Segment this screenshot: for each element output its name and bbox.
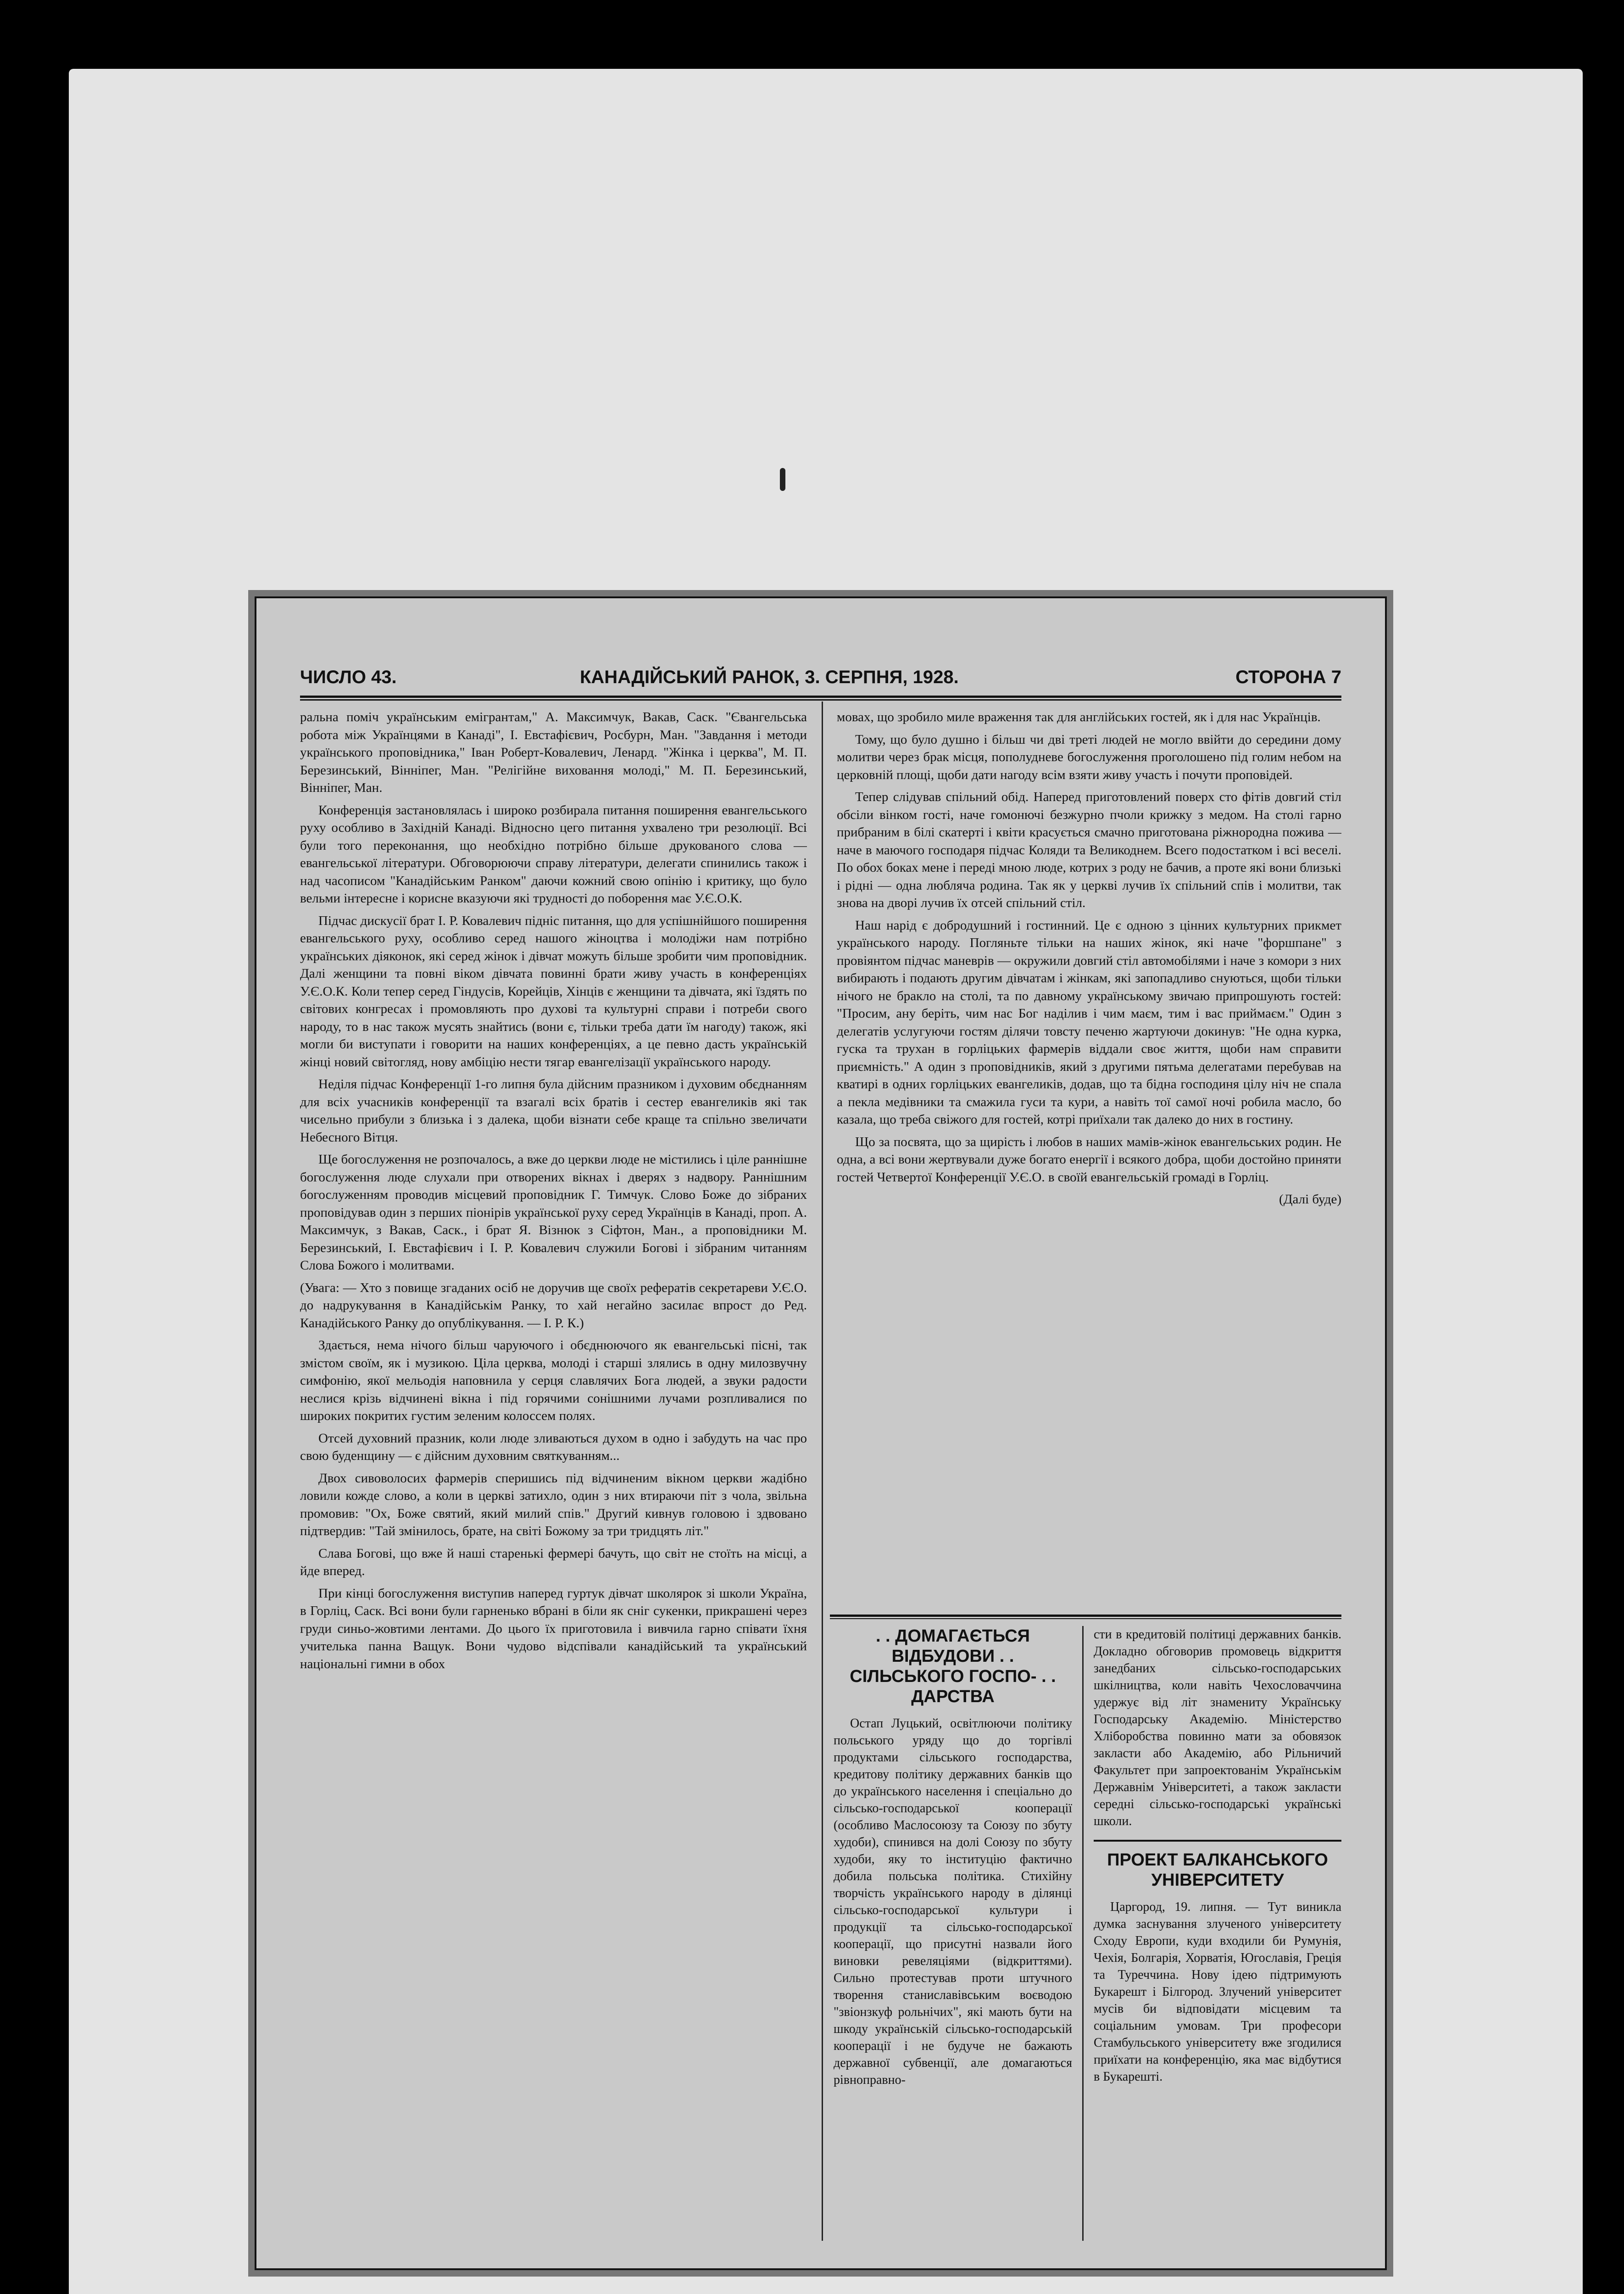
paragraph: Двох сивоволосих фармерів сперишись під відчиненим вікном церкви жадібно ловили кожде слово, а коли в церкві затихло, один з них втираючи піт з чола, звільна промовив: "Ох, Боже святий, який милий спів." Другий кивнув головою і здвовано підтвердив: "Тай змінилось, брате, на світі Божому за три тридцять літ." — [300, 1470, 807, 1538]
paragraph: Наш нарід є добродушний і гостинний. Це є одною з цінних культурних прикмет українського народу. Погляньте тільки на наших жінок, які наче "форшпане" з провіянтом підчас маневрів — окружили довгий стіл автомобілями і наче з комори з них вибирають і подають другим дівчатам і жінкам, які запопадливо снуються, щоби тільки нічого не бракло на столі, та по давному українському звичаю припрошують гостей: "Просим, ану беріть, чим нас Бог наділив і чим маєм, тим і вас приймаєм." Один з делегатів услугуючи гостям ділячи товсту печеню жартуючи докинув: "Не одна курка, гуска та трухан в горліцьких фармерів віддали своє життя, щоби нам справити приємність." А один з проповідників, який з другими пятьма делегатами перебував на кватирі в одних горліцьких евангеликів, додав, що та бідна господиня цілу ніч не спала а пекла медівники та смажила гуси та кури, а навіть тої самої ночі робила масло, бо казала, що треба свіжого для гостей, котрі приїхали так далеко до них в гостину. — [837, 918, 1341, 1127]
paragraph: Остап Луцький, освітлюючи політику польського уряду що до торгівлі продуктами сільського господарства, кредитову політику державних банків що до українського населення і спеціально до сільсько-господарської кооперації (особливо Маслосоюзу та Союзу по збуту худоби), спинився на долі Союзу по збуту худоби, яку то інституцію фактично добила польська політика. Стихійну творчість українського народу в ділянці сільсько-господарської культури і продукції та сільсько-господарської кооперації, що присутні назвали його виновки ревеляціями (відкриттями). Сильно протестував проти штучного творення станиславівським воєводою "звіонзкуф рольнічих", які мають бути на шкоду українській сільсько-господарській кооперації і не будуче не бажають державної субвенції, але домагаються рівноправно- — [834, 1716, 1072, 2087]
right-column — [837, 708, 1341, 1608]
section-rule — [830, 1615, 1341, 1617]
continued-note: (Далі буде) — [1279, 1192, 1341, 1207]
column-divider — [1082, 1626, 1084, 2241]
article-body — [1094, 1899, 1341, 2085]
article-title: . . ДОМАГАЄТЬСЯ ВІДБУДОВИ . . СІЛЬСЬКОГО ГОСПО- . . ДАРСТВА — [850, 1626, 1056, 1706]
article-agriculture — [834, 1626, 1072, 2241]
left-column — [300, 708, 807, 2245]
page-number: СТОРОНА 7 — [1235, 667, 1341, 687]
paper-title-date: КАНАДІЙСЬКИЙ РАНОК, 3. СЕРПНЯ, 1928. — [580, 667, 959, 687]
article-body — [834, 1715, 1072, 2088]
paragraph: Підчас дискусії брат І. Р. Ковалевич підніс питання, що для успішнійшого поширення евангельського руху, особливо серед нашого жіноцтва і молодіжи нам потрібно українських діяконок, які серед жінок і дівчат можуть більше зробити чим проповідник. Далі женщини та повні віком дівчата повинні брати живу участь в конференціях У.Є.О.К. Коли тепер серед Гіндусів, Корейців, Хінців є женщини та дівчата, які їздять по світових конгресах і промовляють про духові та культурні справи і потреби свого народу, то в нас також мусять знайтись (вони є, тільки треба дати їм нагоду) також, які могли би виступати і говорити на наших конференціях, а це певно дасть українській жінці новий світогляд, нову амбіцію нести тягар евангелізації українського народу. — [300, 913, 807, 1069]
paragraph: Ще богослуження не розпочалось, а вже до церкви люде не містились і ціле раннішне богослуження люде слухали при отворених вікнах і дверях з надвору. Раннішним богослуженням проводив місцевий проповідник Г. Тимчук. Слово Боже до зібраних проповідував один з перших піонірів української руху серед Українців в Канаді, проп. А. Максимчук, з Вакав, Саск., і брат Я. Візнюк з Сіфтон, Ман., а проповідники М. Березинський, І. Евстафієвич і І. Р. Ковалевич служили Богові і зібраним читанням Слова Божого і молитвами. — [300, 1152, 807, 1273]
issue-number: ЧИСЛО 43. — [300, 667, 397, 687]
paragraph: Тепер слідував спільний обід. Наперед приготовлений поверх сто фітів довгий стіл обсіли вінком гості, наче гомонючі безжурно пчоли крижку з медом. На столі гарно прибраним в білі скатерті і квіти красується смачно приготована ріжнородна пожива — наче в маючого господаря підчас Коляди та Великоднем. Всего подостатком і всі веселі. По обох боках мене і переді мною люде, котрих з роду не бачив, а проте які вони близькі і рідні — одна люблячa родина. Так як у церкві лучив їх спільний спів і молитви, так знова на дворі лучив їх отсей спільний стіл. — [837, 790, 1341, 910]
paragraph: сти в кредитовій політиці державних банків. Докладно обговорив промовець відкриття занедбаних сільсько-господарських шкілництва, коли навіть Чехословаччина удержує від літ знамениту Українську Господарську Академію. Міністерство Хліборобства повинно мати за обовязок закласти або Академію, або Рільничий Факультет при запроектованім Українськім Державнім Університеті, а також закласти середні сільсько-господарські українські школи. — [1094, 1627, 1341, 1828]
paragraph: Слава Богові, що вже й наші старенькі фермері бачуть, що світ не стоїть на місці, а йде вперед. — [300, 1546, 807, 1578]
article-continuation — [1094, 1626, 1341, 1830]
newspaper-page — [255, 596, 1387, 2270]
film-speck — [780, 468, 785, 491]
paragraph: Що за посвята, що за щирість і любов в наших мамів-жінок евангельських родин. Не одна, а всі вони жертвували дуже богато енергії і всякого добра, щоби достойно приняти гостей Четвертої Конференції У.Є.О. в своїй евангельській громаді в Горліц. — [837, 1134, 1341, 1185]
paragraph: ральна поміч українським емігрантам," А. Максимчук, Вакав, Саск. "Євангельська робота між Українцями в Канаді", І. Евстафієвич, Росбурн, Ман. "Завдання і методи українського проповідника," Іван Роберт-Ковалевич, Ленард. "Жінка і церква", М. П. Березинський, Вінніпег, Ман. "Релігійне виховання молоді," М. П. Березинський, Вінніпег, Ман. — [300, 710, 807, 795]
paragraph: Неділя підчас Конференції 1-го липня була дійсним празником і духовим обєднанням для всіх учасників конференції та взагалі всіх братів і сестер евангеликів які так чисельно прибули з близька і з далека, щоби візнати себе краще та спільно звеличати Небесного Вітця. — [300, 1077, 807, 1145]
header-rule-thin — [300, 699, 1341, 701]
paragraph: мовах, що зробило миле враження так для англійських гостей, як і для нас Українців. — [837, 710, 1321, 724]
paragraph: При кінці богослуження виступив наперед гуртук дівчат школярок зі школи Україна, в Горліц, Саск. Всі вони були гарненько вбрані в біли як сніг сукенки, прикрашені через груди синьо-жовтими лентами. До цього їх приготовила і вивчила гарно співати їхня учителька панна Ващук. Вони чудово відспівали канадійський та український національні гимни в обох — [300, 1586, 807, 1671]
page-header — [300, 667, 1341, 695]
paragraph: (Увага: — Хто з повище згаданих осіб не доручив ще своїх рефератів секретареви У.Є.О. до надрукування в Канадійськім Ранку, то хай негайно засилає впрост до Ред. Канадійського Ранку до опублікування. — І. Р. К.) — [300, 1280, 807, 1331]
article-university — [1094, 1626, 1341, 2241]
article-title: ПРОЕКТ БАЛКАНСЬКОГО УНІВЕРСИТЕТУ — [1094, 1840, 1341, 1890]
column-divider — [822, 702, 823, 2241]
section-rule-thin — [830, 1618, 1341, 1619]
paragraph: Здається, нема нічого більш чаруючого і обєднюючого як евангельські пісні, так змістом своїм, як і музикою. Ціла церква, молоді і старші злялись в одну милозвучну симфонію, якої мельодія наповнила у серця славлячих Бога людей, а звуки радости неслися крізь відчинені вікна і під горячими сонішними лучами розпливалися по широких покритих густим зеленим колоссем полях. — [300, 1338, 807, 1423]
paragraph: Тому, що було душно і більш чи дві треті людей не могло ввійти до середини дому молитви через брак місця, пополудневе богослуження проголошено під голим небом на церковній площі, щоби дати нагоду всім взяти живу участь і почути проповідей. — [837, 732, 1341, 782]
header-rule — [300, 696, 1341, 698]
paragraph: Конференція застановлялась і широко розбирала питання поширення евангельського руху особливо в Західній Канаді. Відносно цего питання ухвалено три резолюції. Всі були того переконання, що необхідно потрібно більше друкованого слова — евангельської літератури. Обговорюючи справу літератури, делегати спинились також і над часописом "Канадійським Ранком" даючи кожний свою опінію і критику, що було вельми інтересне і корисне вказуючи які трудності до поборення має У.Є.О.К. — [300, 802, 807, 906]
paragraph: Царгород, 19. липня. — Тут виникла думка заснування злученого університету Сходу Европи, куди входили би Румунія, Чехія, Болгарія, Хорватія, Югославія, Греція та Туреччина. Нову ідею підтримують Букарешт і Білгород. Злучений університет мусів би відповідати місцевим та соціальним умовам. Три професори Стамбульського університету вже згодилися приїхати на конференцію, яка має відбутися в Букарешті. — [1094, 1900, 1341, 2084]
paragraph: Отсей духовний празник, коли люде зливаються духом в одно і забудуть на час про свою буденщину — є дійсним духовним святкуванням... — [300, 1431, 807, 1463]
